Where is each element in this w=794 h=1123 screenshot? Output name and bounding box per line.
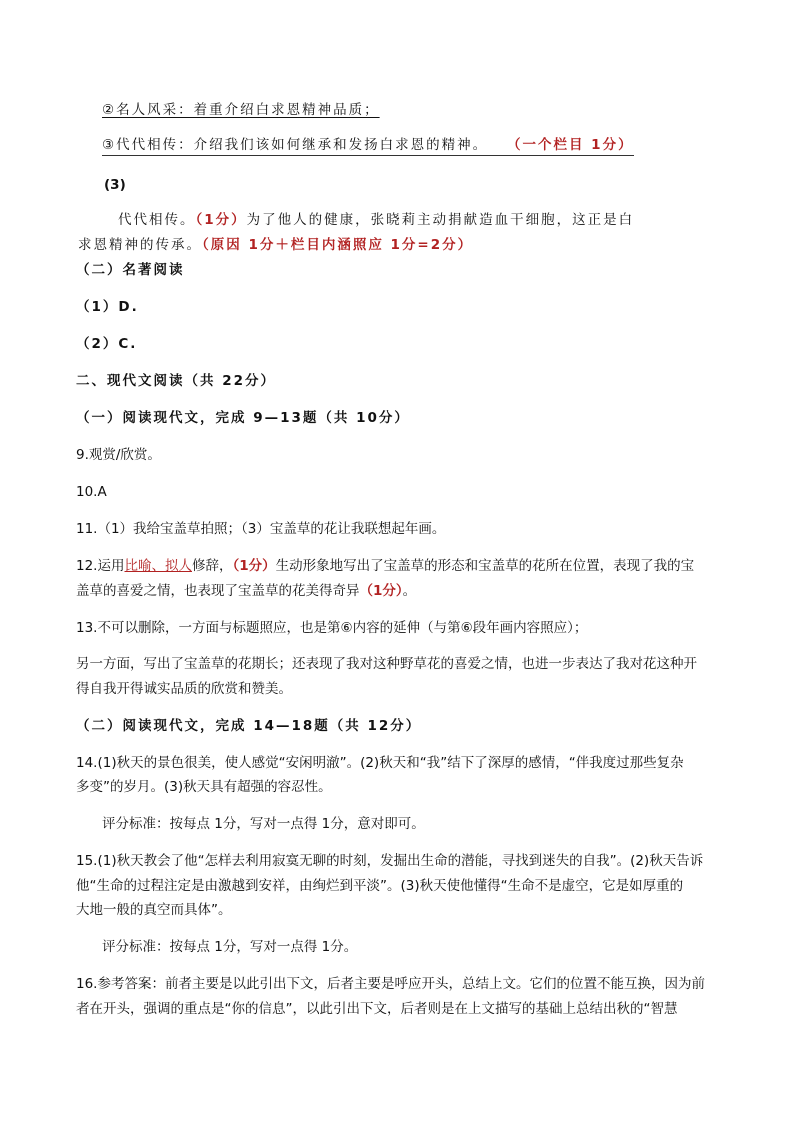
score-note: （1分） [359,583,403,599]
answer-14-line-1: 14.(1)秋天的景色很美，使人感觉“安闲明澈”。(2)秋天和“我”结下了深厚的感情，“伴我度过那些复杂 [76,755,684,771]
answer-text: 生动形象地写出了宝盖草的形态和宝盖草的花所在位置，表现了我的宝 [275,558,695,574]
answer-13-line-2: 另一方面，写出了宝盖草的花期长；还表现了我对这种野草花的喜爱之情，也进一步表达了我对花这种开 [76,656,697,672]
answer-text: 修辞， [191,558,233,574]
score-note: （1分） [195,212,247,228]
answer-text: 为了他人的健康，张晓莉主动捐献造血干细胞，这正是白 [246,212,635,228]
answer-line-3 [102,136,634,156]
answer-11: 11.（1）我给宝盖草拍照；（3）宝盖草的花让我联想起年画。 [76,521,446,537]
answer-15-line-2: 他“生命的过程注定是由激越到安祥，由绚烂到平淡”。(3)秋天使他懂得“生命不是虚空，它是如厚重的 [76,878,684,894]
answer-16-line-2: 者在开头，强调的重点是“你的信息”，以此引出下文，后者则是在上文描写的基础上总结出秋的“智慧 [76,1001,678,1017]
subsection-heading-1: （一）阅读现代文，完成 9—13题（共 10分） [76,410,410,426]
highlight-text: 比喻、拟人 [124,558,192,574]
answer-13-line-1: 13.不可以删除，一方面与标题照应，也是第⑥内容的延伸（与第⑥段年画内容照应）； [76,620,588,636]
scoring-standard-14: 评分标准：按每点 1分，写对一点得 1分，意对即可。 [102,816,425,832]
answer-14-line-2: 多变”的岁月。(3)秋天具有超强的容忍性。 [76,779,332,795]
answer-15-line-1: 15.(1)秋天教会了他“怎样去利用寂寞无聊的时刻，发掘出生命的潜能，寻找到迷失的自我”。(2)秋天告诉 [76,853,704,869]
answer-line-2: ②名人风采：着重介绍白求恩精神品质； [102,102,380,118]
sub-question-3: (3) [104,177,126,193]
answer-16-line-1: 16.参考答案：前者主要是以此引出下文，后者主要是呼应开头，总结上文。它们的位置不能互换，因为前 [76,976,705,992]
answer-text: 求恩精神的传承。 [78,237,202,253]
answer-12-line-2 [76,582,416,600]
answer-12-line-1 [76,557,694,575]
subsection-heading-2: （二）阅读现代文，完成 14—18题（共 12分） [76,718,422,734]
answer-15-line-3: 大地一般的真空而具体”。 [76,902,232,918]
answer-text: 代代相传。 [118,212,196,228]
score-note: （一个栏目 1分） [506,137,634,153]
answer-text: 盖草的喜爱之情，也表现了宝盖草的花美得奇异 [76,583,360,599]
answer-para-line-2 [78,236,473,254]
answer-9: 9.观赏/欣赏。 [76,447,161,463]
section-heading-modern: 二、现代文阅读（共 22分） [76,373,276,389]
score-note: （1分） [232,558,276,574]
answer-para-line-1 [118,211,634,229]
answer-text: 12.运用 [76,558,125,574]
answer-text: 。 [402,583,417,599]
answer-10: 10.A [76,484,107,500]
scoring-standard-15: 评分标准：按每点 1分，写对一点得 1分。 [102,939,358,955]
score-note: （原因 1分＋栏目内涵照应 1分=2分） [202,237,474,253]
section-heading-classics: （二）名著阅读 [76,262,185,278]
answer-2: （2）C. [76,336,138,352]
answer-13-line-3: 得自我开得诚实品质的欣赏和赞美。 [76,681,292,697]
answer-1: （1）D. [76,299,139,315]
answer-line-3-text: ③代代相传：介绍我们该如何继承和发扬白求恩的精神。 [102,137,489,153]
